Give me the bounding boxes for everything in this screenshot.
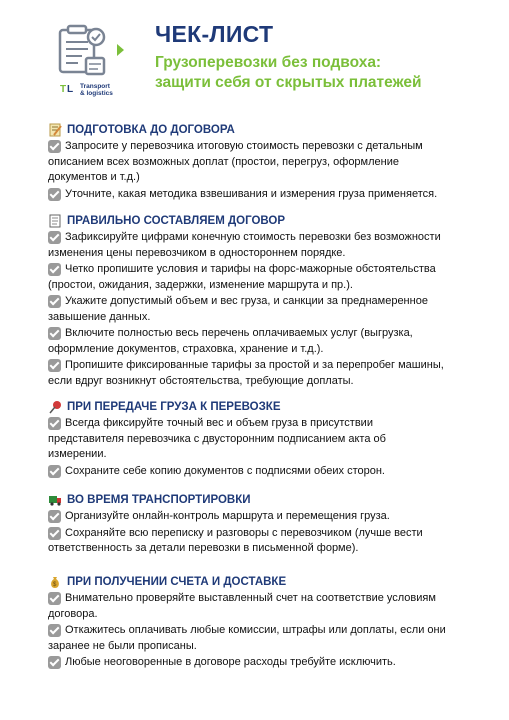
checklist-item-line: изменения цены перевозчиком в одностороннем порядке. bbox=[48, 246, 346, 259]
checkmark-icon bbox=[48, 656, 61, 669]
checklist-item-line: Четко пропишите условия и тарифы на форс-мажорные обстоятельства bbox=[65, 263, 436, 275]
header bbox=[0, 0, 509, 110]
subtitle-line-1: Грузоперевозки без подвоха: bbox=[155, 54, 382, 71]
pushpin-icon bbox=[48, 400, 62, 414]
checklist-item bbox=[48, 262, 468, 293]
section-header bbox=[48, 398, 468, 415]
svg-text:L: L bbox=[67, 84, 74, 95]
section bbox=[48, 398, 468, 479]
checklist-item-line: Пропишите фиксированные тарифы за простой и за перепробег машины, bbox=[65, 359, 444, 371]
svg-text:$: $ bbox=[53, 581, 57, 588]
section-title: ВО ВРЕМЯ ТРАНСПОРТИРОВКИ bbox=[67, 493, 251, 506]
section bbox=[48, 573, 468, 671]
checklist-item-line: завышение данных. bbox=[48, 310, 151, 323]
checklist-item bbox=[48, 623, 468, 654]
checklist-item-line: Запросите у перевозчика итоговую стоимость перевозки с детальным bbox=[65, 140, 423, 152]
checkmark-icon bbox=[48, 465, 61, 478]
checklist-item bbox=[48, 655, 468, 671]
checklist-item bbox=[48, 464, 468, 480]
checklist-item-line: Зафиксируйте цифрами конечную стоимость перевозки без возможности bbox=[65, 231, 441, 243]
checkmark-icon bbox=[48, 359, 61, 372]
checklist-item-line: Всегда фиксируйте точный вес и объем груза в присутствии bbox=[65, 417, 373, 429]
checklist-item bbox=[48, 591, 468, 622]
logo-line-2: & logistics bbox=[80, 90, 113, 97]
subtitle-line-2: защити себя от скрытых платежей bbox=[155, 74, 422, 91]
checklist-item bbox=[48, 139, 468, 186]
page-subtitle bbox=[155, 53, 422, 93]
checklist-item bbox=[48, 230, 468, 261]
svg-text:T: T bbox=[60, 84, 67, 95]
checkmark-icon bbox=[48, 624, 61, 637]
checklist-item-line: измерении. bbox=[48, 448, 107, 460]
checklist-item-line: Уточните, какая методика взвешивания и измерения груза применяется. bbox=[65, 187, 438, 200]
logo-text bbox=[80, 83, 113, 97]
checklist-item-line: Сохраняйте всю переписку и разговоры с перевозчиком (лучше вести bbox=[65, 526, 423, 539]
checklist-item-line: Включите полностью весь перечень оплачиваемых услуг (выгрузка, bbox=[65, 327, 413, 339]
section-title: ПРАВИЛЬНО СОСТАВЛЯЕМ ДОГОВОР bbox=[67, 214, 286, 227]
section-title: ПОДГОТОВКА ДО ДОГОВОРА bbox=[67, 123, 235, 136]
money-bag-icon bbox=[48, 575, 62, 589]
checklist-item bbox=[48, 416, 468, 463]
checklist-item-line: Внимательно проверяйте выставленный счет на соответствие условиям bbox=[65, 592, 436, 604]
section bbox=[48, 121, 468, 202]
checkmark-icon bbox=[48, 295, 61, 308]
document-icon bbox=[48, 214, 62, 228]
page-title: ЧЕК-ЛИСТ bbox=[155, 21, 274, 47]
logo-line-1: Transport bbox=[80, 83, 110, 90]
checkmark-icon bbox=[48, 417, 61, 430]
checkmark-icon bbox=[48, 527, 61, 540]
checkmark-icon bbox=[48, 188, 61, 201]
checkmark-icon bbox=[48, 263, 61, 276]
checklist-item-line: (простои, ожидания, задержки, изменение маршрута и пр.). bbox=[48, 278, 353, 291]
section-header bbox=[48, 121, 468, 138]
checkmark-icon bbox=[48, 592, 61, 605]
checklist-item-line: Откажитесь оплачивать любые комиссии, штрафы или доплаты, если они bbox=[65, 624, 446, 636]
checklist-item bbox=[48, 526, 468, 557]
truck-icon bbox=[48, 493, 62, 507]
arrow-right-icon bbox=[117, 44, 124, 56]
section-header bbox=[48, 212, 468, 229]
checklist-item-line: описанием всех возможных доплат (простои, перегруз, оформление bbox=[48, 155, 399, 168]
checklist-item-line: Укажите допустимый объем и вес груза, и санкции за преднамеренное bbox=[65, 295, 428, 307]
checklist-item-line: представителя перевозчика с двусторонним подписанием акта об bbox=[48, 432, 386, 445]
checklist-item bbox=[48, 326, 468, 357]
checkmark-icon bbox=[48, 327, 61, 340]
checklist-item-line: заранее не были прописаны. bbox=[48, 639, 197, 652]
checklist-item bbox=[48, 358, 468, 389]
section-title: ПРИ ПОЛУЧЕНИИ СЧЕТА И ДОСТАВКЕ bbox=[67, 575, 287, 588]
checklist-item-line: документов и т.д.) bbox=[48, 171, 140, 183]
checklist-item bbox=[48, 509, 468, 525]
checklist-item-line: если вдруг возникнут обстоятельства, требующие доплаты. bbox=[48, 374, 354, 387]
checklist-item bbox=[48, 294, 468, 325]
memo-icon bbox=[48, 123, 62, 137]
checklist-item-line: договора. bbox=[48, 607, 98, 620]
checklist-item bbox=[48, 187, 468, 203]
checkmark-icon bbox=[48, 231, 61, 244]
section bbox=[48, 212, 468, 389]
checkmark-icon bbox=[48, 510, 61, 523]
section bbox=[48, 491, 468, 557]
checklist-item-line: Сохраните себе копию документов с подписями обеих сторон. bbox=[65, 464, 385, 477]
section-header bbox=[48, 491, 468, 508]
section-title: ПРИ ПЕРЕДАЧЕ ГРУЗА К ПЕРЕВОЗКЕ bbox=[67, 400, 281, 413]
checklist-item-line: Организуйте онлайн-контроль маршрута и перемещения груза. bbox=[65, 510, 390, 522]
checklist-item-line: ответственность за детали перевозки в письменной форме). bbox=[48, 542, 359, 554]
checklist-item-line: оформление документов, страховка, хранение и т.д.). bbox=[48, 342, 324, 355]
section-header bbox=[48, 573, 468, 590]
checklist-item-line: Любые неоговоренные в договоре расходы требуйте исключить. bbox=[65, 656, 396, 668]
checkmark-icon bbox=[48, 140, 61, 153]
